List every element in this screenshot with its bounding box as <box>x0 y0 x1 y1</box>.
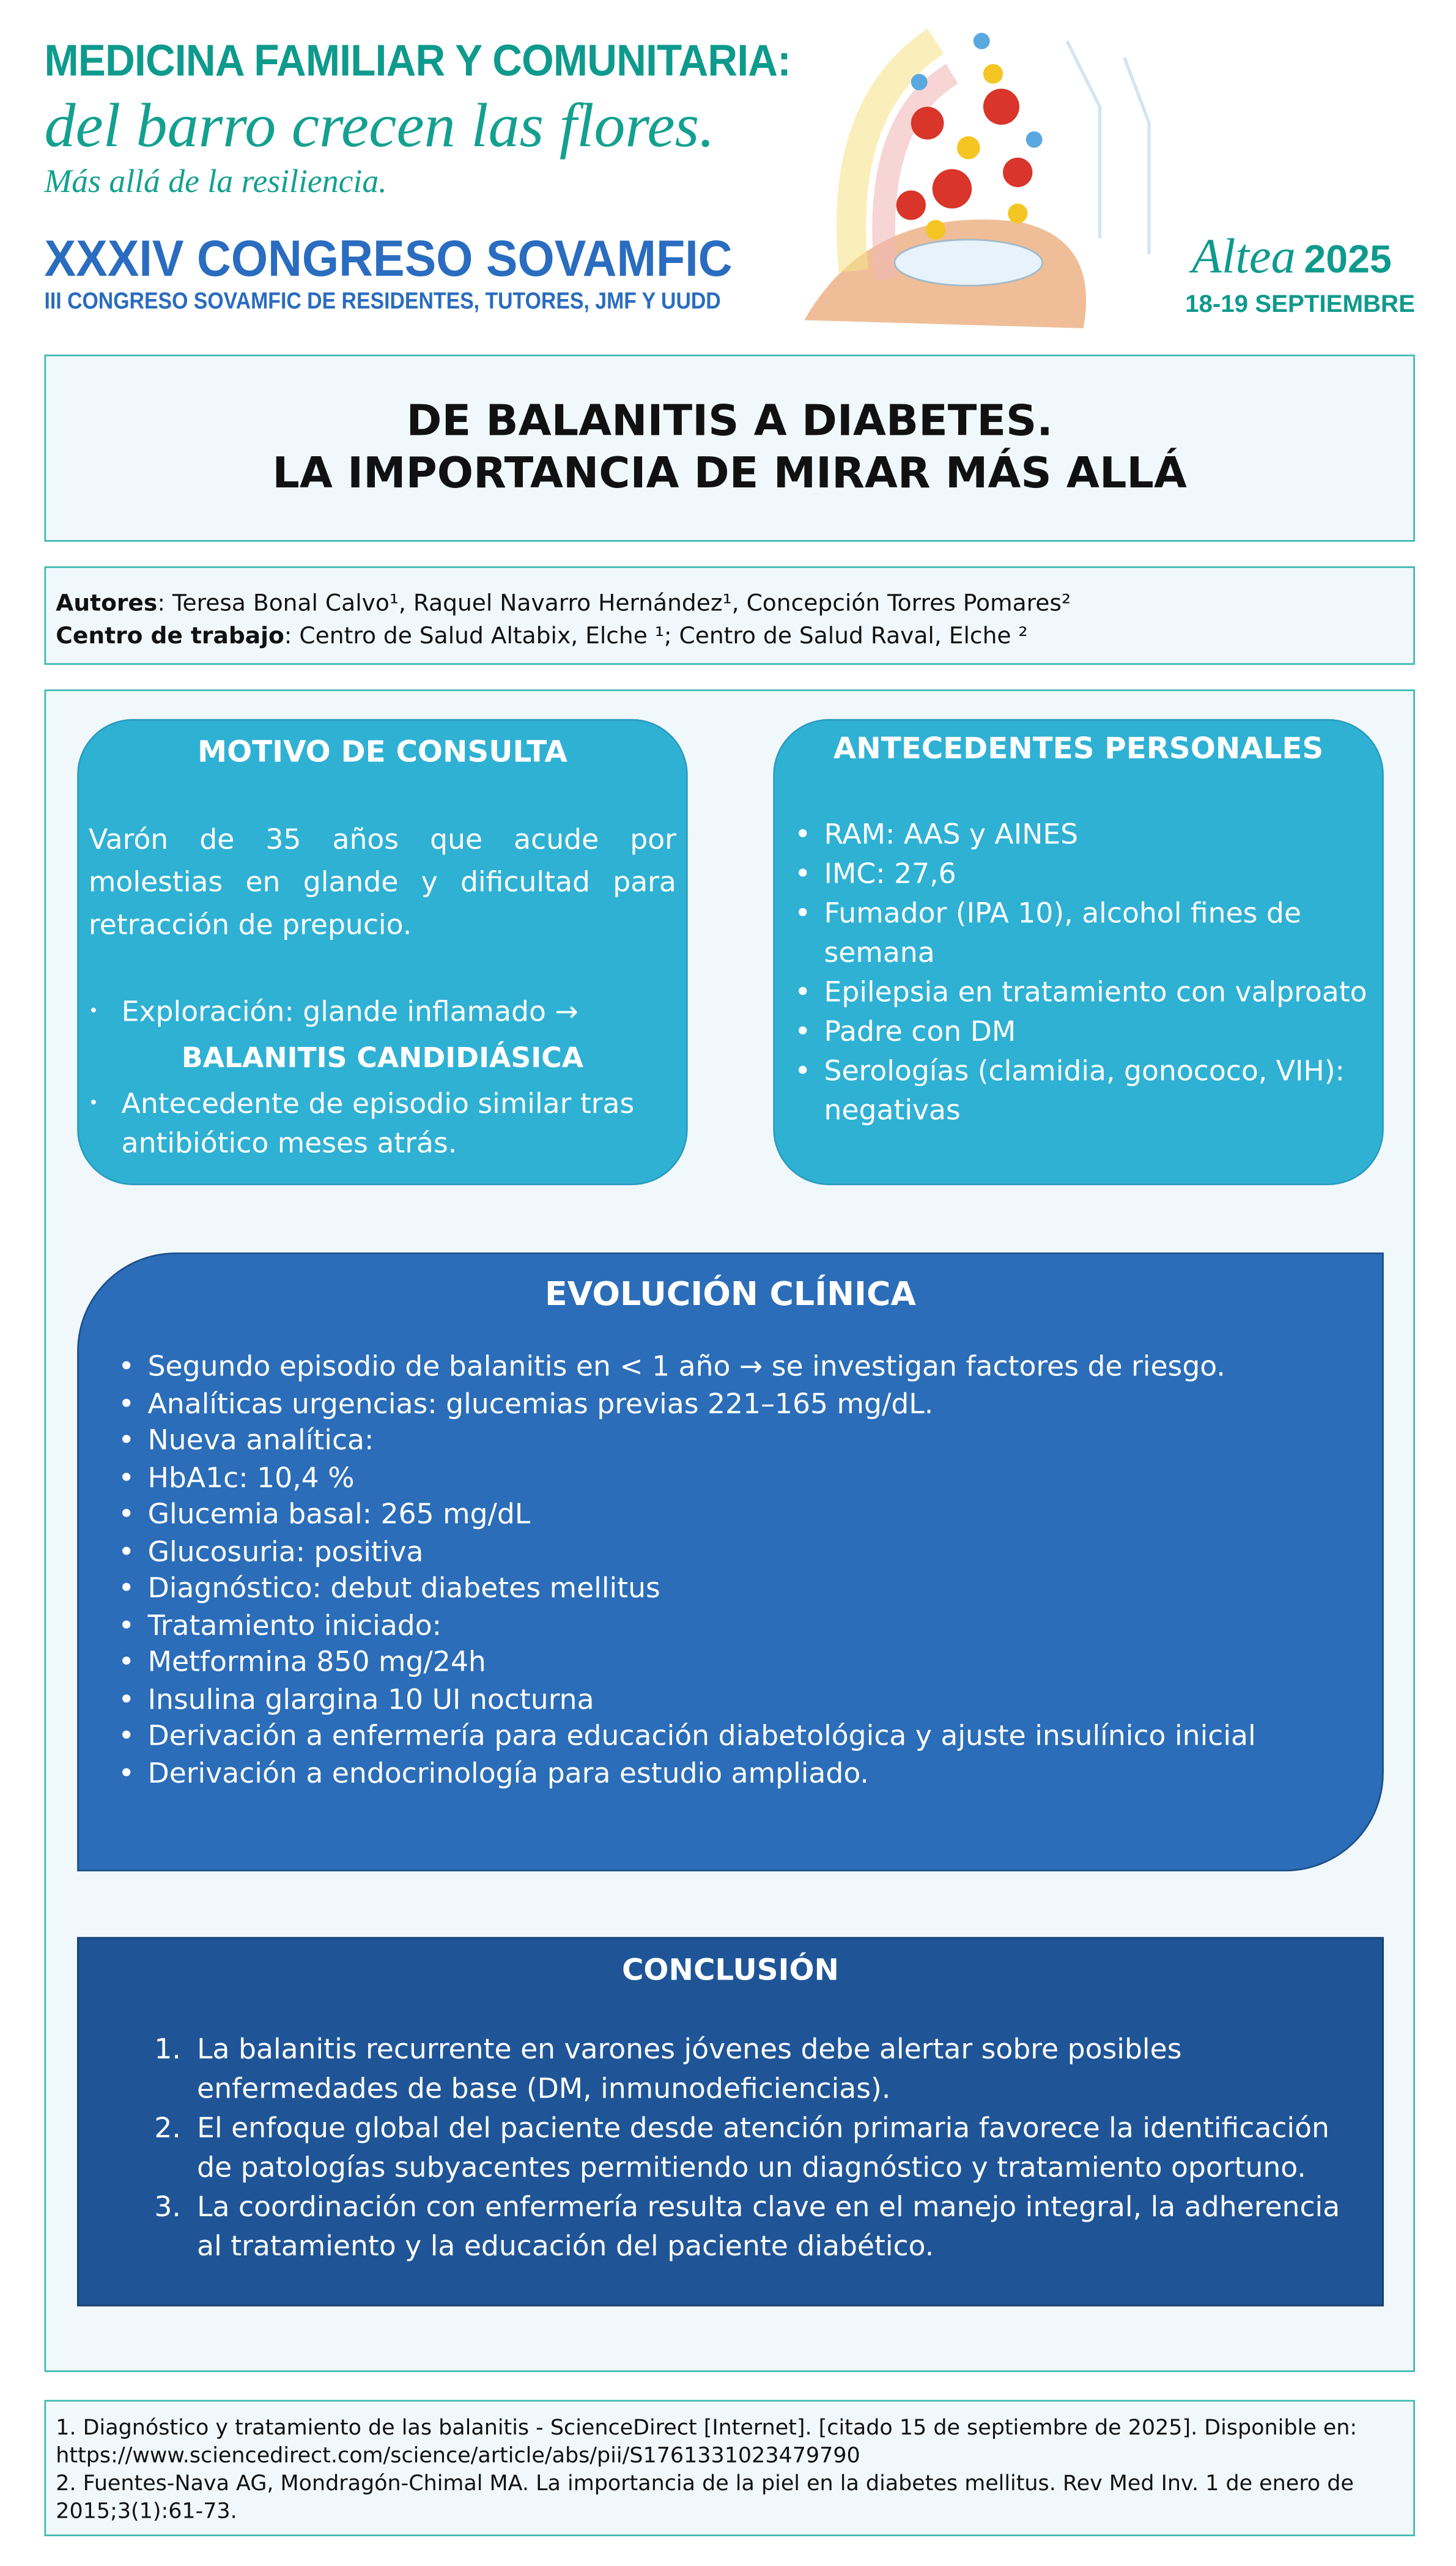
antecedentes-heading: ANTECEDENTES PERSONALES <box>833 732 1324 767</box>
list-item: • Segundo episodio de balanitis en < 1 año → se investigan factores de riesgo. <box>112 1349 1350 1386</box>
list-item: • Analíticas urgencias: glucemias previas 221–165 mg/dL. <box>112 1386 1350 1423</box>
list-item: • Diagnóstico: debut diabetes mellitus <box>112 1571 1350 1608</box>
event-dates: 18-19 SEPTIEMBRE <box>1185 290 1415 319</box>
poster-title: DE BALANITIS A DIABETES. LA IMPORTANCIA DE MIRAR MÁS ALLÁ <box>44 355 1414 542</box>
conclusion-heading: CONCLUSIÓN <box>621 1953 840 1988</box>
list-item: • Glucosuria: positiva <box>112 1534 1350 1570</box>
evolucion-heading: EVOLUCIÓN CLÍNICA <box>545 1274 916 1314</box>
list-item: 3. La coordinación con enfermería resulta clave en el manejo integral, la adherencia al tratamiento y la educación del paciente diabético. <box>154 2191 1340 2264</box>
conclusion-card <box>77 1937 1384 2306</box>
list-item: • Glucemia basal: 265 mg/dL <box>112 1497 1350 1534</box>
diagnosis-highlight: BALANITIS CANDIDIÁSICA <box>181 1042 584 1076</box>
list-item: • Fumador (IPA 10), alcohol fines de semana <box>788 895 1369 974</box>
congress-subtitle: III CONGRESO SOVAMFIC DE RESIDENTES, TUTORES, JMF Y UUDD <box>44 287 721 314</box>
list-item: • Metformina 850 mg/24h <box>112 1645 1350 1682</box>
header-slogan: del barro crecen las flores. <box>44 92 715 161</box>
flowers-illustration <box>772 8 1199 336</box>
list-item: 2. El enfoque global del paciente desde atención primaria favorece la identificación de patologías subyacentes permitiendo un diagnóstico y tratamiento oportuno. <box>154 2112 1329 2185</box>
congress-title: XXXIV CONGRESO SOVAMFIC <box>44 229 733 287</box>
authors-line: Autores: Teresa Bonal Calvo¹, Raquel Navarro Hernández¹, Concepción Torres Pomares² <box>56 591 1071 618</box>
antecedentes-card <box>773 719 1384 1185</box>
list-item: • Serologías (clamidia, gonococo, VIH): negativas <box>788 1052 1369 1131</box>
header-line1: MEDICINA FAMILIAR Y COMUNITARIA: <box>44 36 791 86</box>
workplace-line: Centro de trabajo: Centro de Salud Altabix, Elche ¹; Centro de Salud Raval, Elche ² <box>56 624 1028 650</box>
list-item: • HbA1c: 10,4 % <box>112 1460 1350 1497</box>
reference: 2. Fuentes-Nava AG, Mondragón-Chimal MA. La importancia de la piel en la diabetes mellitus. Rev Med Inv. 1 de enero de 2015;3(1):61-73. <box>56 2472 1354 2525</box>
motivo-card: MOTIVO DE CONSULTA Varón de 35 años que acude por molestias en glande y dificultad para retracción de prepucio. • Exploración: glande inflamado → BALANITIS CANDIDIÁSICA • Antecedente de episodio similar tras antibiótico meses atrás. <box>77 719 688 1185</box>
list-item: • IMC: 27,6 <box>788 856 1369 895</box>
list-item: • Derivación a endocrinología para estudio ampliado. <box>112 1756 1350 1792</box>
header-tagline: Más allá de la resiliencia. <box>44 164 387 201</box>
reference: 1. Diagnóstico y tratamiento de las balanitis - ScienceDirect [Internet]. [citado 15 de septiembre de 2025]. Disponible en: https://www.sciencedirect.com/science/article/abs/pii/S1761331023479790 <box>56 2416 1358 2469</box>
motivo-heading: MOTIVO DE CONSULTA <box>197 735 567 770</box>
list-item: • Derivación a enfermería para educación diabetológica y ajuste insulínico inicial <box>112 1718 1350 1755</box>
evolucion-card <box>77 1252 1384 1871</box>
references-box <box>44 2400 1414 2536</box>
list-item: 1. La balanitis recurrente en varones jóvenes debe alertar sobre posibles enfermedades de base (DM, inmunodeficiencias). <box>154 2033 1182 2106</box>
list-item: • RAM: AAS y AINES <box>788 816 1369 855</box>
list-item: • Epilepsia en tratamiento con valproato <box>788 974 1369 1013</box>
event-location: Altea 2025 <box>1191 229 1392 284</box>
authors-box <box>44 566 1414 665</box>
list-item: • Padre con DM <box>788 1013 1369 1052</box>
list-item: • Nueva analítica: <box>112 1423 1350 1460</box>
list-item: • Insulina glargina 10 UI nocturna <box>112 1682 1350 1718</box>
list-item: • Tratamiento iniciado: <box>112 1608 1350 1644</box>
